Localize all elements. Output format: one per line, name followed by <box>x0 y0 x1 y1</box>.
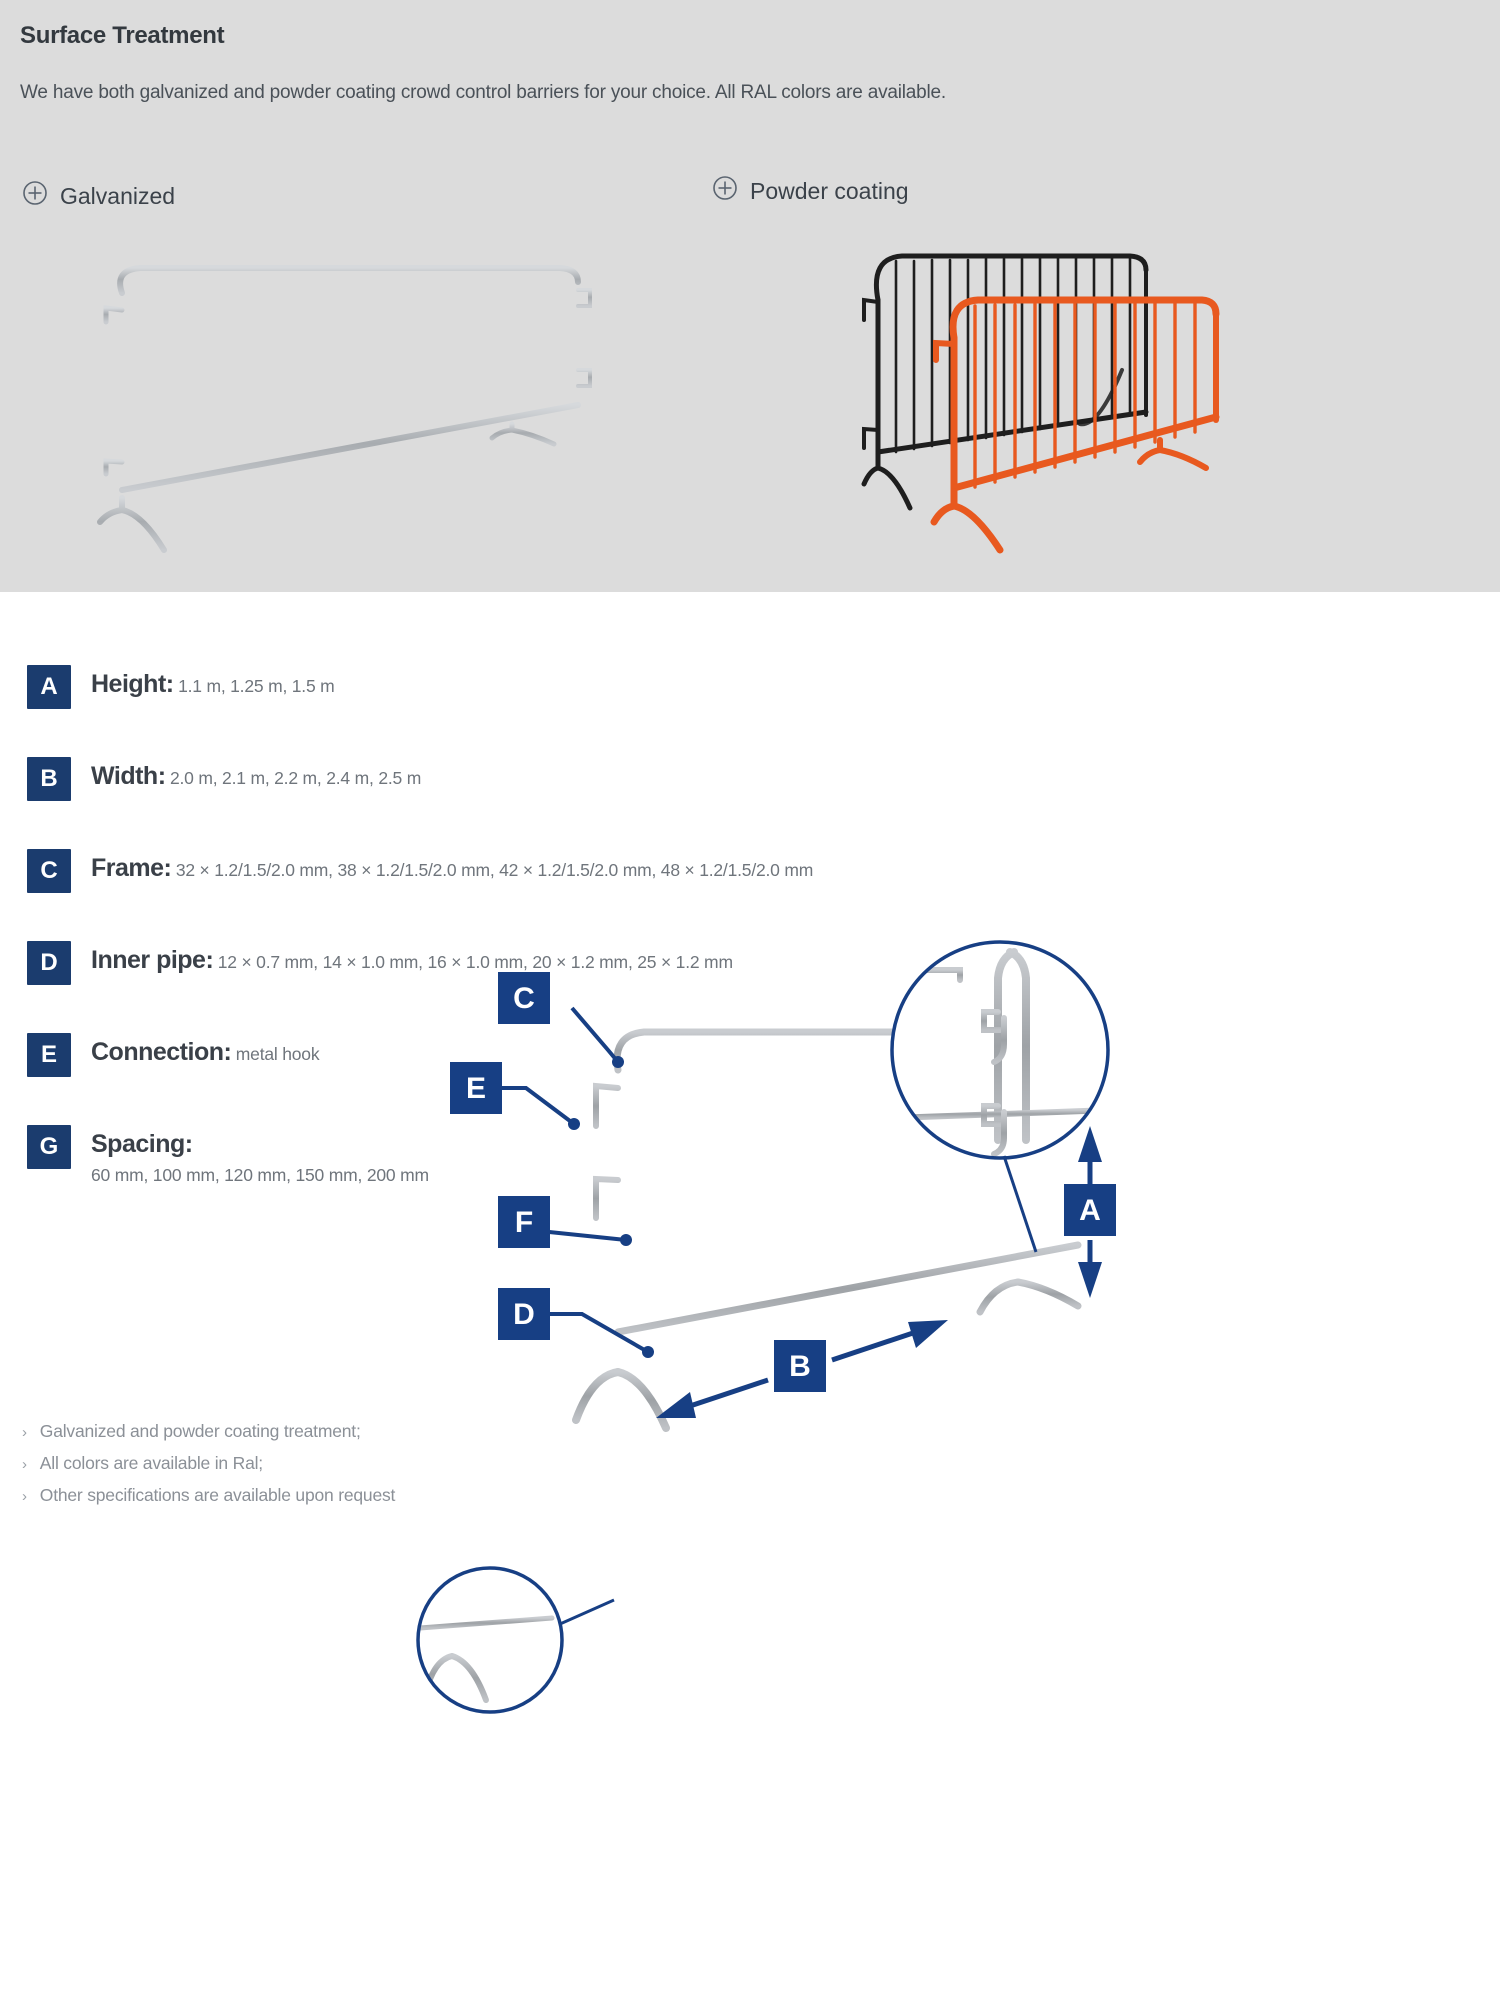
chevron-right-icon: › <box>22 1488 27 1505</box>
spec-value-width: 2.0 m, 2.1 m, 2.2 m, 2.4 m, 2.5 m <box>169 768 422 788</box>
callout-c-frame <box>498 972 624 1068</box>
spec-label-width: Width: <box>91 762 166 790</box>
callout-d-inner-pipe <box>498 1288 654 1358</box>
plus-circle-icon <box>22 180 48 212</box>
plus-circle-icon <box>712 175 738 207</box>
callout-badge-label: C <box>513 982 535 1015</box>
spec-value-connection: metal hook <box>235 1044 320 1064</box>
chevron-right-icon: › <box>22 1456 27 1473</box>
spec-label-height: Height: <box>91 670 174 698</box>
callout-badge-label: A <box>1079 1194 1101 1227</box>
spec-badge-c: C <box>27 849 71 893</box>
callout-f-upright <box>498 1196 632 1248</box>
page-title: Surface Treatment <box>20 22 225 49</box>
spec-label-connection: Connection: <box>91 1038 232 1066</box>
callout-badge-label: F <box>514 1206 534 1239</box>
callout-e-connection <box>450 1062 580 1130</box>
powder-coating-barrier-image <box>830 240 1250 580</box>
galvanized-barrier-image <box>92 248 622 578</box>
spec-badge-g: G <box>27 1125 71 1169</box>
spec-badge-b: B <box>27 757 71 801</box>
callout-badge-label: B <box>789 1350 811 1383</box>
treatment-option-label: Powder coating <box>750 177 909 204</box>
spec-badge-a: A <box>27 665 71 709</box>
spec-row-frame <box>0 849 814 893</box>
spec-row-width <box>0 757 760 801</box>
spec-label-inner-pipe: Inner pipe: <box>91 946 214 974</box>
spec-label-spacing: Spacing: <box>91 1130 193 1158</box>
detail-circle-foot <box>410 1560 614 1720</box>
dimension-b-width <box>656 1320 948 1418</box>
list-item-label: All colors are available in Ral; <box>39 1453 263 1473</box>
technical-diagram <box>400 940 1500 2000</box>
spec-row-height <box>0 665 760 709</box>
chevron-right-icon: › <box>22 1424 27 1441</box>
callout-badge-label: E <box>465 1072 487 1105</box>
dimension-a-height <box>1064 1126 1116 1298</box>
treatment-option-galvanized[interactable] <box>22 180 175 212</box>
spec-value-frame: 32 × 1.2/1.5/2.0 mm, 38 × 1.2/1.5/2.0 mm, 42 × 1.2/1.5/2.0 mm, 48 × 1.2/1.5/2.0 mm <box>175 860 814 880</box>
list-item-label: Other specifications are available upon request <box>39 1485 396 1505</box>
panel-description: We have both galvanized and powder coating crowd control barriers for your choice. All RAL colors are available. <box>20 82 946 103</box>
surface-treatment-panel <box>0 0 1500 592</box>
spec-label-frame: Frame: <box>91 854 172 882</box>
spec-value-height: 1.1 m, 1.25 m, 1.5 m <box>178 676 335 696</box>
treatment-option-label: Galvanized <box>60 182 176 209</box>
treatment-option-powder-coating[interactable] <box>712 175 909 207</box>
spec-badge-e: E <box>27 1033 71 1077</box>
list-item-label: Galvanized and powder coating treatment; <box>39 1421 361 1441</box>
spec-value-inner-pipe: 12 × 0.7 mm, 14 × 1.0 mm, 16 × 1.0 mm, 20 × 1.2 mm, 25 × 1.2 mm <box>217 952 733 972</box>
spec-value-spacing: 60 mm, 100 mm, 120 mm, 150 mm, 200 mm <box>91 1165 429 1185</box>
callout-badge-label: D <box>513 1298 535 1331</box>
spec-badge-d: D <box>27 941 71 985</box>
